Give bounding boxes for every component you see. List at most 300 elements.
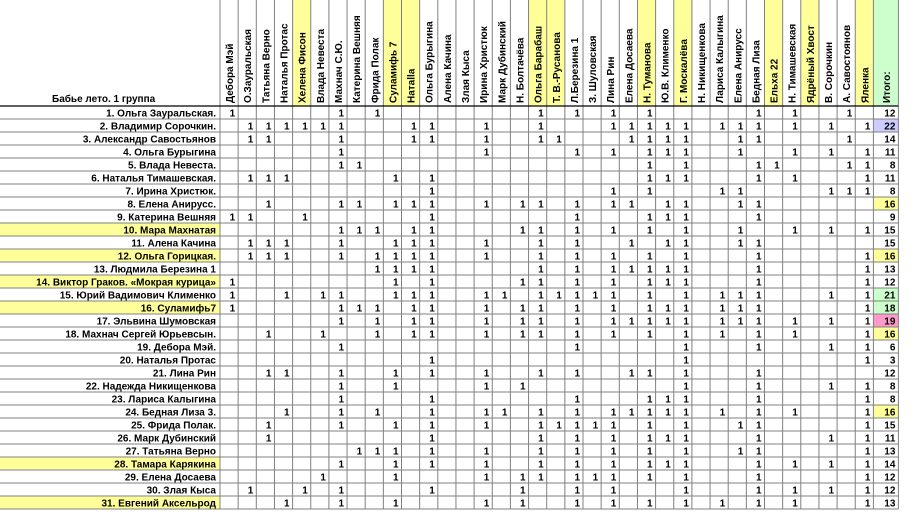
column-header-judge: Л.Березина 1 bbox=[569, 37, 581, 103]
vote-mark: 1 bbox=[683, 134, 689, 146]
vote-mark: 1 bbox=[719, 290, 726, 302]
vote-mark: 1 bbox=[665, 199, 671, 211]
vote-mark: 1 bbox=[538, 459, 544, 471]
vote-mark: 1 bbox=[429, 134, 435, 146]
vote-mark: 1 bbox=[519, 329, 526, 341]
vote-mark: 1 bbox=[737, 290, 744, 302]
vote-mark: 1 bbox=[356, 160, 363, 172]
vote-mark: 1 bbox=[429, 433, 435, 445]
column-header-judge: Ядрёный Хвост bbox=[805, 25, 817, 103]
vote-mark: 1 bbox=[755, 368, 762, 380]
vote-mark: 1 bbox=[411, 290, 417, 302]
row-total: 16 bbox=[884, 251, 896, 263]
vote-mark: 1 bbox=[429, 225, 435, 237]
vote-mark: 1 bbox=[828, 225, 835, 237]
vote-mark: 1 bbox=[610, 290, 617, 302]
vote-mark: 1 bbox=[483, 329, 490, 341]
vote-mark: 1 bbox=[429, 303, 435, 315]
vote-mark: 1 bbox=[864, 485, 871, 497]
vote-mark: 1 bbox=[265, 121, 272, 133]
row-total: 15 bbox=[884, 238, 896, 250]
vote-mark: 1 bbox=[683, 121, 689, 133]
vote-mark: 1 bbox=[338, 121, 345, 133]
vote-mark: 1 bbox=[683, 290, 689, 302]
vote-mark: 1 bbox=[647, 173, 653, 185]
vote-mark: 1 bbox=[610, 446, 617, 458]
vote-mark: 1 bbox=[429, 394, 435, 406]
column-header-judge: Наталья Протас bbox=[279, 23, 291, 103]
vote-mark: 1 bbox=[538, 108, 544, 120]
vote-mark: 1 bbox=[411, 134, 417, 146]
vote-mark: 1 bbox=[374, 264, 381, 276]
vote-mark: 1 bbox=[538, 277, 544, 289]
vote-mark: 1 bbox=[574, 394, 580, 406]
vote-mark: 1 bbox=[338, 316, 345, 328]
vote-mark: 1 bbox=[683, 472, 689, 484]
vote-mark: 1 bbox=[864, 329, 871, 341]
vote-mark: 1 bbox=[792, 329, 798, 341]
vote-mark: 1 bbox=[647, 121, 653, 133]
vote-mark: 1 bbox=[647, 446, 653, 458]
vote-mark: 1 bbox=[683, 459, 689, 471]
vote-mark: 1 bbox=[429, 121, 435, 133]
vote-mark: 1 bbox=[338, 498, 345, 510]
vote-mark: 1 bbox=[683, 264, 689, 276]
vote-mark: 1 bbox=[538, 251, 544, 263]
vote-mark: 1 bbox=[828, 316, 835, 328]
vote-mark: 1 bbox=[628, 134, 635, 146]
vote-mark: 1 bbox=[737, 225, 744, 237]
column-header-judge: Яленка bbox=[860, 67, 872, 103]
vote-mark: 1 bbox=[284, 251, 290, 263]
row-total: 16 bbox=[884, 199, 896, 211]
vote-mark: 1 bbox=[320, 329, 326, 341]
vote-mark: 1 bbox=[284, 290, 290, 302]
vote-mark: 1 bbox=[719, 303, 726, 315]
vote-mark: 1 bbox=[411, 329, 417, 341]
vote-mark: 1 bbox=[338, 459, 345, 471]
vote-mark: 1 bbox=[392, 199, 399, 211]
row-participant-name: 6. Наталья Тимашевская. bbox=[91, 173, 216, 185]
column-header-judge: Н. Никищенкова bbox=[696, 23, 708, 103]
row-participant-name: 5. Влада Невеста. bbox=[128, 160, 216, 172]
total-column-header: Итого: bbox=[881, 71, 893, 103]
row-participant-name: 2. Владимир Сорочкин. bbox=[99, 121, 216, 133]
vote-mark: 1 bbox=[628, 368, 635, 380]
vote-mark: 1 bbox=[755, 251, 762, 263]
vote-mark: 1 bbox=[864, 186, 871, 198]
row-participant-name: 23. Лариса Калыгина bbox=[111, 394, 216, 406]
vote-mark: 1 bbox=[683, 407, 689, 419]
row-participant-name: 26. Марк Дубинский bbox=[117, 433, 216, 445]
vote-mark: 1 bbox=[429, 329, 435, 341]
vote-mark: 1 bbox=[719, 329, 726, 341]
vote-mark: 1 bbox=[683, 394, 689, 406]
vote-mark: 1 bbox=[338, 160, 345, 172]
vote-mark: 1 bbox=[538, 420, 544, 432]
vote-mark: 1 bbox=[647, 134, 653, 146]
column-header-judge: Махнач С.Ю. bbox=[333, 40, 345, 103]
vote-mark: 1 bbox=[665, 316, 671, 328]
vote-mark: 1 bbox=[338, 407, 345, 419]
row-total: 12 bbox=[884, 472, 896, 484]
vote-mark: 1 bbox=[864, 446, 871, 458]
vote-mark: 1 bbox=[483, 251, 490, 263]
row-participant-name: 12. Ольга Горицкая. bbox=[117, 251, 216, 263]
vote-mark: 1 bbox=[683, 498, 689, 510]
vote-mark: 1 bbox=[683, 420, 689, 432]
vote-mark: 1 bbox=[574, 498, 580, 510]
vote-mark: 1 bbox=[683, 251, 689, 263]
vote-mark: 1 bbox=[338, 368, 345, 380]
vote-mark: 1 bbox=[683, 173, 689, 185]
vote-mark: 1 bbox=[392, 251, 399, 263]
vote-mark: 1 bbox=[719, 121, 726, 133]
vote-mark: 1 bbox=[265, 368, 272, 380]
vote-mark: 1 bbox=[338, 303, 345, 315]
vote-mark: 1 bbox=[556, 134, 562, 146]
column-header-judge: Марк Дубинский bbox=[497, 21, 509, 103]
vote-mark: 1 bbox=[374, 329, 381, 341]
vote-mark: 1 bbox=[265, 173, 272, 185]
row-total: 3 bbox=[889, 355, 896, 367]
vote-mark: 1 bbox=[574, 329, 580, 341]
vote-mark: 1 bbox=[864, 264, 871, 276]
vote-mark: 1 bbox=[683, 342, 689, 354]
vote-mark: 1 bbox=[755, 329, 762, 341]
vote-mark: 1 bbox=[574, 316, 580, 328]
vote-mark: 1 bbox=[755, 264, 762, 276]
vote-mark: 1 bbox=[864, 355, 871, 367]
vote-mark: 1 bbox=[483, 407, 490, 419]
vote-mark: 1 bbox=[665, 147, 671, 159]
row-participant-name: 20. Наталья Протас bbox=[119, 355, 216, 367]
vote-mark: 1 bbox=[374, 251, 381, 263]
vote-mark: 1 bbox=[719, 186, 726, 198]
vote-mark: 1 bbox=[755, 381, 762, 393]
vote-mark: 1 bbox=[429, 251, 435, 263]
vote-mark: 1 bbox=[429, 290, 435, 302]
vote-mark: 1 bbox=[392, 277, 399, 289]
vote-mark: 1 bbox=[574, 342, 580, 354]
vote-mark: 1 bbox=[665, 134, 671, 146]
vote-mark: 1 bbox=[792, 316, 798, 328]
vote-mark: 1 bbox=[247, 134, 254, 146]
vote-mark: 1 bbox=[519, 381, 526, 393]
vote-mark: 1 bbox=[864, 225, 871, 237]
vote-mark: 1 bbox=[610, 407, 617, 419]
vote-mark: 1 bbox=[846, 108, 853, 120]
vote-mark: 1 bbox=[501, 407, 508, 419]
column-header-judge: Н. Туманова bbox=[642, 42, 654, 103]
vote-mark: 1 bbox=[864, 407, 871, 419]
vote-mark: 1 bbox=[247, 212, 254, 224]
vote-mark: 1 bbox=[828, 290, 835, 302]
vote-mark: 1 bbox=[628, 199, 635, 211]
vote-mark: 1 bbox=[483, 459, 490, 471]
vote-mark: 1 bbox=[683, 355, 689, 367]
vote-mark: 1 bbox=[411, 121, 417, 133]
vote-mark: 1 bbox=[483, 121, 490, 133]
vote-mark: 1 bbox=[647, 420, 653, 432]
vote-mark: 1 bbox=[792, 485, 798, 497]
vote-mark: 1 bbox=[737, 446, 744, 458]
vote-mark: 1 bbox=[229, 290, 236, 302]
vote-mark: 1 bbox=[610, 199, 617, 211]
row-total: 8 bbox=[889, 394, 896, 406]
vote-mark: 1 bbox=[284, 368, 290, 380]
vote-mark: 1 bbox=[846, 134, 853, 146]
vote-mark: 1 bbox=[774, 160, 780, 172]
vote-mark: 1 bbox=[719, 498, 726, 510]
row-total: 11 bbox=[884, 173, 896, 185]
vote-mark: 1 bbox=[356, 199, 363, 211]
vote-mark: 1 bbox=[519, 498, 526, 510]
vote-mark: 1 bbox=[483, 134, 490, 146]
column-header-judge: Дебора Мэй bbox=[225, 43, 237, 103]
row-participant-name: 24. Бедная Лиза 3. bbox=[125, 407, 216, 419]
vote-mark: 1 bbox=[411, 238, 417, 250]
vote-mark: 1 bbox=[338, 485, 345, 497]
row-total: 11 bbox=[884, 147, 896, 159]
vote-mark: 1 bbox=[538, 238, 544, 250]
vote-mark: 1 bbox=[755, 160, 762, 172]
vote-mark: 1 bbox=[610, 316, 617, 328]
vote-mark: 1 bbox=[265, 134, 272, 146]
vote-mark: 1 bbox=[392, 381, 399, 393]
vote-mark: 1 bbox=[392, 238, 399, 250]
vote-mark: 1 bbox=[737, 147, 744, 159]
column-header-judge: Натаlla bbox=[406, 68, 418, 103]
vote-mark: 1 bbox=[647, 303, 653, 315]
vote-mark: 1 bbox=[338, 342, 345, 354]
vote-mark: 1 bbox=[429, 459, 435, 471]
vote-mark: 1 bbox=[755, 394, 762, 406]
vote-mark: 1 bbox=[429, 485, 435, 497]
vote-mark: 1 bbox=[864, 173, 871, 185]
vote-mark: 1 bbox=[647, 251, 653, 263]
vote-mark: 1 bbox=[610, 264, 617, 276]
column-header-judge: Ирина Христюк bbox=[479, 26, 491, 103]
vote-mark: 1 bbox=[864, 459, 871, 471]
vote-mark: 1 bbox=[683, 329, 689, 341]
vote-mark: 1 bbox=[429, 238, 435, 250]
row-total: 14 bbox=[884, 459, 896, 471]
vote-mark: 1 bbox=[864, 121, 871, 133]
vote-mark: 1 bbox=[483, 290, 490, 302]
vote-mark: 1 bbox=[519, 303, 526, 315]
row-participant-name: 10. Мара Махнатая bbox=[123, 225, 216, 237]
vote-mark: 1 bbox=[683, 368, 689, 380]
column-header-judge: Ольга Барабаш bbox=[533, 25, 545, 103]
vote-mark: 1 bbox=[429, 407, 435, 419]
vote-mark: 1 bbox=[538, 134, 544, 146]
vote-mark: 1 bbox=[755, 108, 762, 120]
vote-mark: 1 bbox=[828, 381, 835, 393]
vote-mark: 1 bbox=[411, 199, 417, 211]
column-header-judge: Лариса Калыгина bbox=[715, 15, 727, 103]
vote-mark: 1 bbox=[538, 303, 544, 315]
row-participant-name: 21. Лина Рин bbox=[152, 368, 216, 380]
vote-mark: 1 bbox=[538, 264, 544, 276]
row-participant-name: 29. Елена Досаева bbox=[124, 472, 216, 484]
vote-mark: 1 bbox=[247, 121, 254, 133]
vote-mark: 1 bbox=[864, 498, 871, 510]
vote-mark: 1 bbox=[610, 433, 617, 445]
vote-mark: 1 bbox=[683, 446, 689, 458]
row-participant-name: 22. Надежда Никищенкова bbox=[85, 381, 216, 393]
vote-mark: 1 bbox=[647, 290, 653, 302]
row-total: 18 bbox=[884, 303, 896, 315]
vote-mark: 1 bbox=[302, 121, 308, 133]
row-total: 12 bbox=[884, 277, 896, 289]
column-header-judge: Т. В.-Русанова bbox=[551, 32, 563, 103]
vote-mark: 1 bbox=[628, 316, 635, 328]
vote-mark: 1 bbox=[610, 225, 617, 237]
column-header-judge: Фрида Полак bbox=[370, 37, 382, 103]
vote-mark: 1 bbox=[610, 329, 617, 341]
vote-mark: 1 bbox=[302, 212, 308, 224]
column-header-judge: Г. Москалёва bbox=[678, 39, 690, 103]
vote-mark: 1 bbox=[755, 290, 762, 302]
vote-mark: 1 bbox=[284, 173, 290, 185]
vote-mark: 1 bbox=[392, 264, 399, 276]
vote-mark: 1 bbox=[737, 303, 744, 315]
vote-mark: 1 bbox=[574, 238, 580, 250]
vote-mark: 1 bbox=[265, 420, 272, 432]
column-header-judge: Алена Качина bbox=[442, 34, 454, 103]
vote-mark: 1 bbox=[864, 160, 871, 172]
vote-mark: 1 bbox=[538, 316, 544, 328]
vote-mark: 1 bbox=[683, 381, 689, 393]
vote-mark: 1 bbox=[755, 121, 762, 133]
vote-mark: 1 bbox=[483, 498, 490, 510]
vote-mark: 1 bbox=[792, 459, 798, 471]
row-total: 9 bbox=[889, 212, 896, 224]
vote-mark: 1 bbox=[665, 394, 671, 406]
vote-mark: 1 bbox=[574, 459, 580, 471]
row-total: 8 bbox=[889, 381, 896, 393]
column-header-judge: Суламифь 7 bbox=[388, 41, 400, 103]
vote-mark: 1 bbox=[574, 433, 580, 445]
vote-mark: 1 bbox=[229, 303, 236, 315]
vote-mark: 1 bbox=[411, 264, 417, 276]
row-participant-name: 4. Ольга Бурыгина bbox=[123, 147, 216, 159]
vote-mark: 1 bbox=[284, 498, 290, 510]
sheet-title: Бабье лето. 1 группа bbox=[52, 94, 156, 105]
row-total: 16 bbox=[884, 407, 896, 419]
vote-mark: 1 bbox=[737, 134, 744, 146]
vote-mark: 1 bbox=[737, 186, 744, 198]
vote-mark: 1 bbox=[356, 446, 363, 458]
vote-mark: 1 bbox=[665, 407, 671, 419]
row-total: 8 bbox=[889, 160, 896, 172]
vote-mark: 1 bbox=[665, 277, 671, 289]
vote-mark: 1 bbox=[320, 472, 326, 484]
row-participant-name: 19. Дебора Мэй. bbox=[137, 342, 216, 354]
vote-mark: 1 bbox=[338, 134, 345, 146]
vote-mark: 1 bbox=[665, 238, 671, 250]
vote-mark: 1 bbox=[483, 420, 490, 432]
vote-mark: 1 bbox=[392, 472, 399, 484]
row-participant-name: 3. Александр Савостьянов bbox=[82, 134, 216, 146]
vote-mark: 1 bbox=[338, 394, 345, 406]
row-total: 12 bbox=[884, 368, 896, 380]
vote-mark: 1 bbox=[737, 316, 744, 328]
row-total: 22 bbox=[884, 121, 896, 133]
vote-mark: 1 bbox=[338, 290, 345, 302]
column-header-judge: Хелена Фисон bbox=[297, 32, 309, 103]
column-header-judge: Н. Тимашевская bbox=[787, 23, 799, 103]
vote-mark: 1 bbox=[755, 303, 762, 315]
vote-mark: 1 bbox=[429, 186, 435, 198]
row-participant-name: 1. Ольга Зауральская. bbox=[106, 108, 216, 120]
vote-mark: 1 bbox=[519, 472, 526, 484]
vote-mark: 1 bbox=[647, 225, 653, 237]
vote-mark: 1 bbox=[665, 173, 671, 185]
vote-mark: 1 bbox=[647, 147, 653, 159]
column-header-judge: Катерина Вешняя bbox=[352, 15, 364, 103]
row-total: 21 bbox=[884, 290, 896, 302]
vote-mark: 1 bbox=[792, 225, 798, 237]
row-total: 15 bbox=[884, 225, 896, 237]
vote-mark: 1 bbox=[284, 407, 290, 419]
vote-mark: 1 bbox=[628, 264, 635, 276]
vote-mark: 1 bbox=[647, 316, 653, 328]
vote-mark: 1 bbox=[755, 459, 762, 471]
vote-mark: 1 bbox=[610, 121, 617, 133]
vote-mark: 1 bbox=[737, 121, 744, 133]
column-header-judge: Елена Досаева bbox=[624, 28, 636, 103]
vote-mark: 1 bbox=[429, 316, 435, 328]
vote-mark: 1 bbox=[538, 199, 544, 211]
vote-mark: 1 bbox=[647, 472, 653, 484]
vote-mark: 1 bbox=[647, 186, 653, 198]
vote-mark: 1 bbox=[647, 433, 653, 445]
row-participant-name: 28. Тамара Карякина bbox=[114, 459, 216, 471]
vote-mark: 1 bbox=[647, 407, 653, 419]
row-total: 15 bbox=[884, 420, 896, 432]
vote-mark: 1 bbox=[610, 459, 617, 471]
vote-mark: 1 bbox=[392, 173, 399, 185]
vote-mark: 1 bbox=[846, 186, 853, 198]
vote-mark: 1 bbox=[483, 147, 490, 159]
row-participant-name: 8. Елена Анирусс. bbox=[127, 199, 216, 211]
vote-mark: 1 bbox=[284, 238, 290, 250]
vote-mark: 1 bbox=[628, 121, 635, 133]
vote-mark: 1 bbox=[265, 251, 272, 263]
vote-mark: 1 bbox=[374, 407, 381, 419]
row-participant-name: 13. Людмила Березина 1 bbox=[93, 264, 216, 276]
vote-mark: 1 bbox=[265, 433, 272, 445]
vote-mark: 1 bbox=[574, 199, 580, 211]
vote-mark: 1 bbox=[392, 420, 399, 432]
vote-mark: 1 bbox=[755, 446, 762, 458]
column-header-judge: Ольга Бурыгина bbox=[424, 21, 436, 103]
vote-mark: 1 bbox=[647, 108, 653, 120]
vote-mark: 1 bbox=[483, 199, 490, 211]
vote-mark: 1 bbox=[538, 368, 544, 380]
vote-mark: 1 bbox=[429, 173, 435, 185]
vote-mark: 1 bbox=[483, 238, 490, 250]
vote-mark: 1 bbox=[864, 381, 871, 393]
vote-mark: 1 bbox=[519, 225, 526, 237]
column-header-judge: Влада Невеста bbox=[315, 28, 327, 103]
vote-mark: 1 bbox=[501, 290, 508, 302]
vote-mark: 1 bbox=[265, 199, 272, 211]
vote-mark: 1 bbox=[574, 303, 580, 315]
vote-mark: 1 bbox=[683, 238, 689, 250]
